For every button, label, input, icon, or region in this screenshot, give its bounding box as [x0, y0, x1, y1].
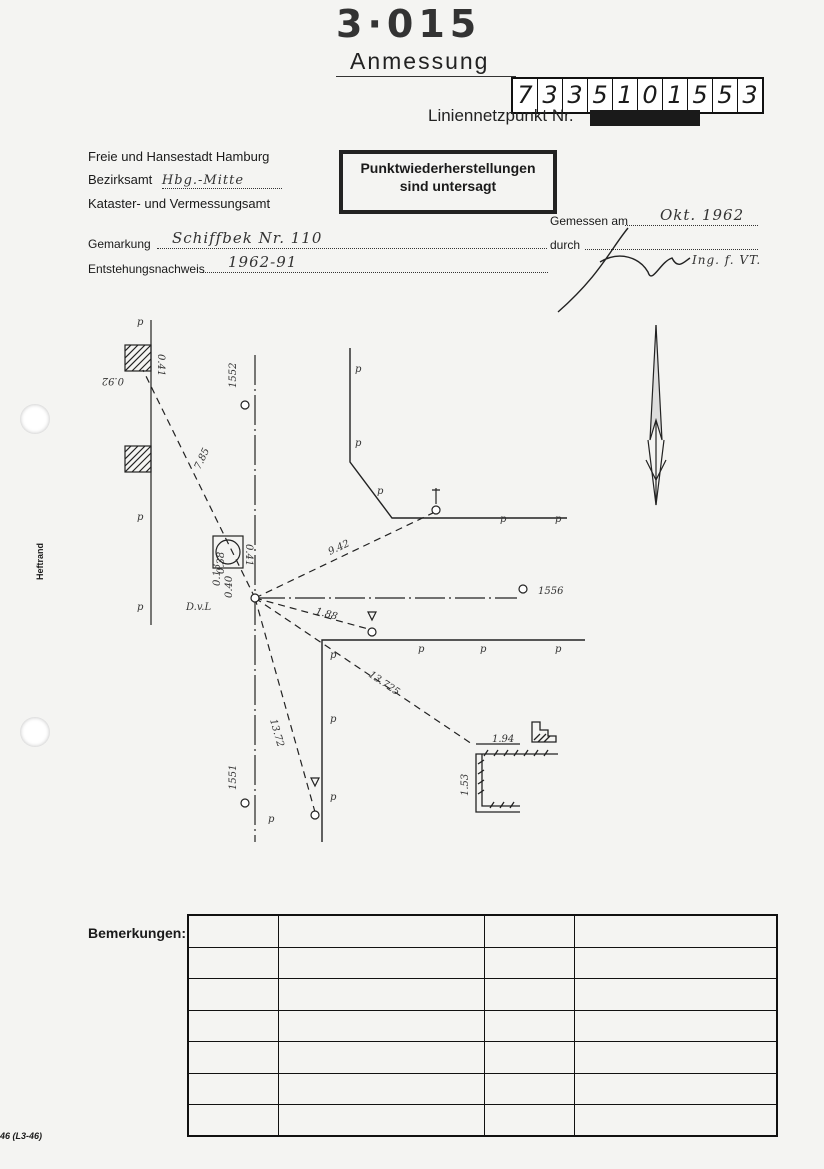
point-1551-icon — [241, 799, 249, 807]
p-mark: p — [137, 602, 144, 613]
document-number: 3·015 — [336, 2, 482, 46]
p-mark: p — [377, 486, 384, 497]
subtitle: Liniennetzpunkt Nr. — [428, 106, 574, 125]
table-cell[interactable] — [484, 1073, 574, 1104]
table-cell[interactable] — [188, 1073, 278, 1104]
table-cell[interactable] — [278, 1105, 484, 1136]
measure-line-785 — [143, 370, 255, 598]
label-point-1556: 1556 — [538, 586, 564, 597]
table-cell[interactable] — [188, 1010, 278, 1041]
table-row — [188, 979, 777, 1010]
table-cell[interactable] — [278, 1010, 484, 1041]
p-mark: p — [418, 644, 425, 655]
stamp-line-1: Punktwiederherstellungen — [360, 160, 536, 176]
p-mark: p — [330, 792, 337, 803]
measure-line-188 — [255, 598, 372, 630]
table-row — [188, 1010, 777, 1041]
table-row — [188, 1042, 777, 1073]
measure-line-942 — [255, 512, 435, 598]
label-point-1552: 1552 — [228, 362, 239, 388]
building-marker-lower — [125, 446, 151, 472]
remarks-label: Bemerkungen: — [88, 925, 187, 941]
label-041: 0.41 — [155, 354, 166, 377]
hydrant-symbol-icon — [432, 488, 440, 504]
table-cell[interactable] — [484, 1042, 574, 1073]
table-cell[interactable] — [484, 915, 574, 947]
hydrant-point-icon — [432, 506, 440, 514]
bezirksamt-label: Bezirksamt — [88, 172, 153, 187]
id-digit: 0 — [638, 79, 663, 112]
p-mark: p — [268, 814, 275, 825]
p-mark: p — [355, 364, 362, 375]
id-digit: 5 — [713, 79, 738, 112]
id-digit: 3 — [538, 79, 563, 112]
table-cell[interactable] — [484, 947, 574, 978]
point-1552-icon — [241, 401, 249, 409]
valve-symbol-icon — [311, 612, 376, 786]
p-mark: p — [500, 514, 507, 525]
id-digit: 3 — [742, 81, 758, 109]
table-cell[interactable] — [484, 1010, 574, 1041]
table-cell[interactable] — [188, 1105, 278, 1136]
table-row — [188, 947, 777, 978]
table-row — [188, 915, 777, 947]
label-040: 0.40 — [224, 575, 235, 598]
label-point-1551: 1551 — [228, 764, 239, 790]
valve-point-lower-icon — [311, 811, 319, 819]
id-digit: 7 — [513, 79, 538, 112]
table-row — [188, 1105, 777, 1136]
gemarkung-value: Schiffbek Nr. 110 — [172, 229, 323, 247]
building-marker-upper — [125, 345, 151, 371]
table-cell[interactable] — [278, 947, 484, 978]
page-title: Anmessung — [350, 48, 490, 74]
label-dvl: D.v.L — [186, 602, 212, 613]
gemessen-label: Gemessen am — [550, 214, 629, 228]
label-013: 0.13 — [212, 563, 223, 586]
building-lower-right — [476, 722, 558, 812]
stamp-line-2: sind untersagt — [399, 178, 497, 194]
form-code: 46 (L3-46) — [0, 1131, 43, 1141]
point-1556-icon — [519, 585, 527, 593]
table-cell[interactable] — [574, 1105, 777, 1136]
id-digit: 5 — [688, 79, 713, 112]
label-153: 1.53 — [460, 773, 471, 796]
id-digit: 1 — [613, 79, 638, 112]
gemessen-value: Okt. 1962 — [660, 206, 745, 224]
label-785: 7.85 — [192, 446, 213, 472]
p-mark: p — [330, 650, 337, 661]
office-line-city: Freie und Hansestadt Hamburg — [88, 149, 270, 164]
remarks-table — [187, 914, 778, 1137]
north-arrow-icon — [646, 325, 666, 505]
table-cell[interactable] — [484, 979, 574, 1010]
label-188: 1.88 — [314, 606, 339, 623]
table-cell[interactable] — [574, 947, 777, 978]
label-038: 0.38 — [216, 551, 227, 574]
label-1372: 13.72 — [267, 717, 286, 749]
table-cell[interactable] — [574, 915, 777, 947]
id-digit: 3 — [563, 79, 588, 112]
durch-label: durch — [550, 238, 581, 252]
table-cell[interactable] — [188, 1042, 278, 1073]
entstehung-value: 1962-91 — [228, 253, 298, 271]
p-mark: p — [480, 644, 487, 655]
dvl-point — [251, 594, 259, 602]
table-cell[interactable] — [574, 1073, 777, 1104]
p-mark: p — [137, 512, 144, 523]
label-092: 0.92 — [101, 375, 124, 386]
table-cell[interactable] — [574, 1042, 777, 1073]
table-cell[interactable] — [278, 915, 484, 947]
table-cell[interactable] — [278, 979, 484, 1010]
gemarkung-label: Gemarkung — [88, 237, 151, 251]
label-942: 9.42 — [326, 538, 352, 558]
table-cell[interactable] — [574, 1010, 777, 1041]
table-cell[interactable] — [278, 1073, 484, 1104]
durch-value: Ing. f. VT. — [692, 253, 762, 267]
table-cell[interactable] — [188, 915, 278, 947]
table-cell[interactable] — [574, 979, 777, 1010]
label-194: 1.94 — [492, 734, 515, 745]
table-cell[interactable] — [188, 947, 278, 978]
table-cell[interactable] — [278, 1042, 484, 1073]
signature — [558, 228, 690, 312]
table-row — [188, 1073, 777, 1104]
valve-point-icon — [368, 628, 376, 636]
heftrand-label: Heftrand — [35, 542, 45, 580]
measure-line-1372 — [255, 598, 315, 812]
id-digit: 5 — [588, 79, 613, 112]
id-digit: 1 — [663, 79, 688, 112]
label-13725: 13.725 — [366, 669, 402, 699]
p-mark: p — [137, 317, 144, 328]
office-line-amt: Kataster- und Vermessungsamt — [88, 196, 271, 211]
entstehung-label: Entstehungsnachweis — [88, 262, 205, 276]
measure-line-13725 — [255, 598, 472, 744]
p-mark: p — [555, 514, 562, 525]
p-mark: p — [355, 438, 362, 449]
table-cell[interactable] — [188, 979, 278, 1010]
bezirksamt-value: Hbg.-Mitte — [162, 173, 282, 189]
label-041b: 0.41 — [243, 544, 254, 567]
table-cell[interactable] — [484, 1105, 574, 1136]
p-mark: p — [555, 644, 562, 655]
p-mark: p — [330, 714, 337, 725]
